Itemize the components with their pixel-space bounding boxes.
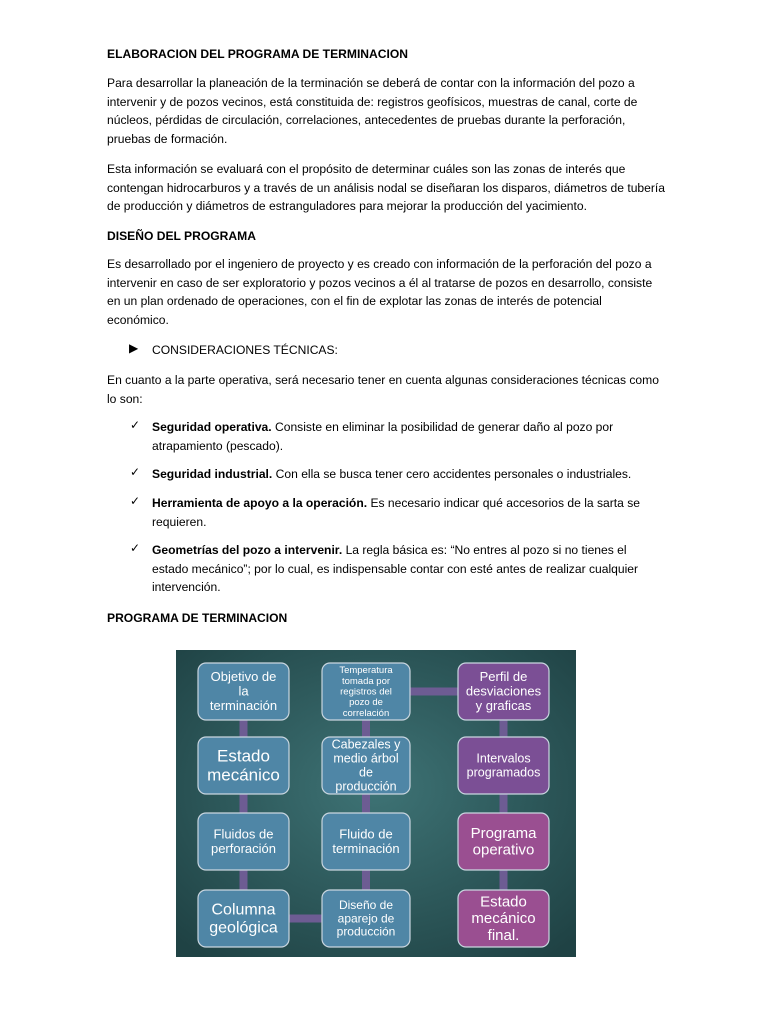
list-item: Herramienta de apoyo a la operación. Es necesario indicar qué accesorios de la sarta se requieren. — [152, 496, 641, 529]
diagram-node — [458, 813, 549, 870]
diagram-node — [198, 663, 289, 720]
diagram-node — [198, 813, 289, 870]
diagram-node-label: Fluidos de — [213, 826, 274, 842]
list-item: Seguridad operativa. Consiste en eliminar la posibilidad de generar daño al pozo por atrapamiento (pescado). — [152, 420, 614, 453]
diagram-node-label: Perfil de — [479, 669, 528, 685]
diagram-node-label: Estado — [217, 746, 270, 766]
diagram-node — [458, 890, 549, 947]
diagram-node — [198, 737, 289, 794]
diagram-node — [198, 890, 289, 947]
paragraph-evaluacion: Esta información se evaluará con el propósito de determinar cuáles son las zonas de interés que contengan hidrocarburos y a través de un análisis nodal se diseñaran los disparos, diámetros de tubería de producción y diámetros de estranguladores para mejorar la producción del yacimiento. — [107, 162, 665, 214]
diagram-node-label: medio árbol — [333, 751, 399, 766]
paragraph-planeacion: Para desarrollar la planeación de la terminación se deberá de contar con la información del pozo a intervenir y de pozos vecinos, está constituida de: registros geofísicos, muestras de canal, corte de núcleos, pérdidas de circulación, correlaciones, antecedentes de pruebas durante la perforación, pruebas de formación. — [107, 76, 638, 147]
diagram-node — [458, 737, 549, 794]
diagram-node-label: producción — [336, 924, 396, 939]
diagram-node — [322, 890, 410, 947]
checkmark-icon: ✓ — [130, 418, 141, 432]
diagram-node-label: geológica — [209, 919, 278, 937]
diagram-node — [322, 813, 410, 870]
diagram-node-label: Objetivo de — [210, 669, 277, 685]
diagram-node-label: y graficas — [475, 698, 532, 714]
diagram-node-label: Fluido de — [339, 826, 393, 842]
diagram-node — [322, 737, 410, 794]
diagram-node-label: Intervalos — [476, 751, 531, 766]
diagram-node-label: mecánico — [471, 910, 536, 928]
diagram-node-label: final. — [487, 927, 520, 945]
diagram-node-label: perforación — [210, 840, 277, 856]
bullet-arrow-icon: ▶ — [129, 341, 139, 355]
diagram-node-label: aparejo de — [337, 911, 395, 926]
checkmark-icon: ✓ — [130, 465, 141, 479]
list-item: Seguridad industrial. Con ella se busca tener cero accidentes personales o industriales. — [152, 467, 632, 481]
diagram-node — [322, 663, 410, 720]
diagram-node-label: terminación — [332, 840, 400, 856]
diagram-node-label: producción — [335, 779, 397, 794]
diagram-node-label: tomada por — [341, 675, 391, 687]
diagram-node-label: pozo de — [349, 697, 383, 709]
diagram-node-label: la — [238, 683, 249, 699]
diagram-node-label: Programa — [470, 824, 537, 842]
diagram-node-label: Cabezales y — [331, 737, 401, 752]
heading-programa: PROGRAMA DE TERMINACION — [107, 611, 288, 625]
consideraciones-label: CONSIDERACIONES TÉCNICAS: — [152, 343, 338, 357]
diagram-node-label: Temperatura — [339, 665, 393, 677]
diagram-node-label: Estado — [480, 893, 527, 911]
diagram-node-label: programados — [466, 765, 541, 780]
diagram-node — [458, 663, 549, 720]
heading-diseno: DISEÑO DEL PROGRAMA — [107, 229, 256, 243]
paragraph-diseno: Es desarrollado por el ingeniero de proyecto y es creado con información de la perforación del pozo a intervenir en caso de ser exploratorio y pozos vecinos a él al tratarse de pozos en desarrollo, consiste en un plan ordenado de operaciones, con el fin de explotar las zonas de interés de potencial económico. — [107, 257, 653, 328]
list-item: Geometrías del pozo a intervenir. La regla básica es: “No entres al pozo si no tienes el estado mecánico”; por lo cual, es indispensable contar con esté antes de realizar cualquier intervención. — [152, 543, 639, 595]
paragraph-operativa: En cuanto a la parte operativa, será necesario tener en cuenta algunas consideraciones técnicas como lo son: — [107, 373, 659, 406]
diagram-node-label: Columna — [211, 901, 276, 919]
checkmark-icon: ✓ — [130, 541, 141, 555]
diagram-node-label: mecánico — [207, 765, 280, 785]
diagram-node-label: Diseño de — [338, 897, 394, 912]
process-diagram — [176, 650, 576, 957]
diagram-node-label: terminación — [209, 698, 278, 714]
diagram-node-label: de — [359, 765, 373, 780]
diagram-node-label: correlación — [342, 707, 390, 719]
diagram-node-label: operativo — [472, 841, 535, 859]
checkmark-icon: ✓ — [130, 494, 141, 508]
diagram-node-label: registros del — [340, 686, 392, 698]
heading-elaboracion: ELABORACION DEL PROGRAMA DE TERMINACION — [107, 47, 409, 61]
diagram-node-label: desviaciones — [465, 683, 542, 699]
